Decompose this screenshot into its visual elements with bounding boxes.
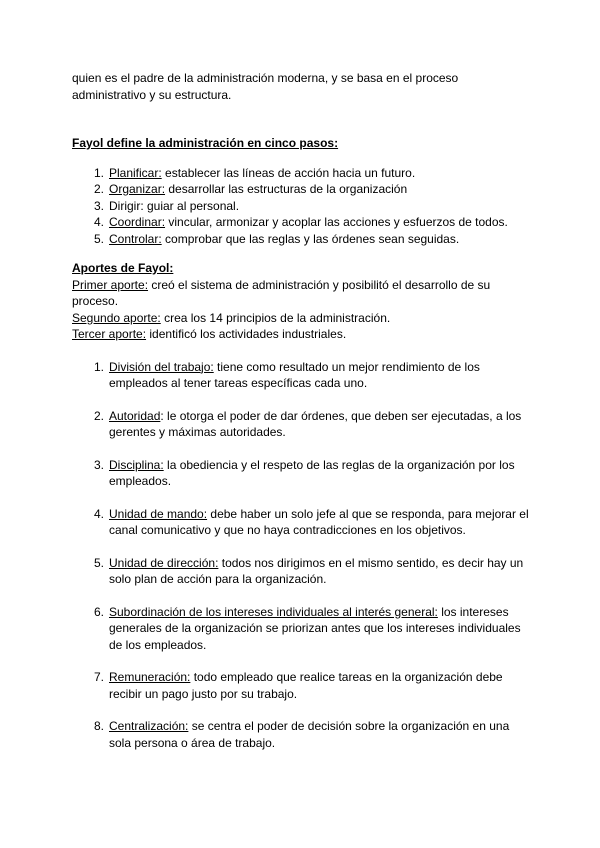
item-term: Remuneración: <box>109 670 191 684</box>
item-term: Autoridad <box>109 408 161 423</box>
item-term: Unidad de dirección: <box>109 555 219 570</box>
item-term: Planificar: <box>109 165 162 180</box>
list-item <box>72 198 532 215</box>
item-text: vincular, armonizar y acoplar las acciones y esfuerzos de todos. <box>165 215 508 229</box>
list-item <box>72 457 532 490</box>
item-term: Controlar: <box>109 231 162 246</box>
list-item <box>72 604 532 654</box>
list-item <box>72 214 532 231</box>
aportes-heading: Aportes de Fayol: <box>72 261 174 275</box>
list-item <box>72 506 532 539</box>
list-item <box>72 669 532 702</box>
item-term: Disciplina: <box>109 457 164 472</box>
intro-paragraph: quien es el padre de la administración moderna, y se basa en el proceso administrativo y su estructura. <box>72 71 459 102</box>
item-text: la obediencia y el respeto de las reglas de la organización por los empleados. <box>109 457 515 488</box>
list-item <box>72 231 532 248</box>
item-number: 8. <box>93 719 104 733</box>
item-text: debe haber un solo jefe al que se responda, para mejorar el canal comunicativo y que no haya contradicciones en los objetivos. <box>109 506 529 537</box>
aporte-line <box>72 277 532 310</box>
principles-list <box>72 359 532 752</box>
item-number: 4. <box>93 215 104 229</box>
list-item <box>72 181 532 198</box>
item-text: comprobar que las reglas y las órdenes sean seguidas. <box>161 231 460 246</box>
item-number: 5. <box>93 555 104 570</box>
item-text: los intereses generales de la organización se priorizan antes que los intereses individuales de los empleados. <box>109 604 521 652</box>
aporte-line <box>72 326 532 343</box>
item-number: 5. <box>93 231 104 246</box>
list-item <box>72 359 532 392</box>
steps-heading: Fayol define la administración en cinco pasos: <box>72 136 339 150</box>
list-item <box>72 408 532 441</box>
aportes-section <box>72 260 532 343</box>
item-term: Subordinación de los intereses individuales al interés general: <box>109 604 438 619</box>
aporte-term: Primer aporte: <box>72 277 149 292</box>
item-text: : le otorga el poder de dar órdenes, que deben ser ejecutadas, a los gerentes y máximas autoridades. <box>109 408 522 439</box>
item-number: 1. <box>93 165 104 180</box>
steps-list <box>72 165 532 248</box>
item-text: desarrollar las estructuras de la organización <box>165 182 408 196</box>
item-number: 4. <box>93 506 104 521</box>
aporte-text: identificó los actividades industriales. <box>146 327 347 341</box>
item-text: todo empleado que realice tareas en la organización debe recibir un pago justo por su trabajo. <box>109 670 503 701</box>
aporte-text: crea los 14 principios de la administración. <box>160 310 391 325</box>
list-item <box>72 718 532 751</box>
item-text: tiene como resultado un mejor rendimiento de los empleados al tener tareas específicas cada uno. <box>109 359 480 390</box>
item-text: todos nos dirigimos en el mismo sentido, es decir hay un solo plan de acción para la organización. <box>109 555 524 586</box>
item-term: Centralización: <box>109 719 189 733</box>
item-term: Organizar: <box>109 182 166 196</box>
item-number: 2. <box>93 182 104 196</box>
aporte-text: creó el sistema de administración y posibilitó el desarrollo de su proceso. <box>72 277 491 308</box>
item-term: Unidad de mando: <box>109 506 208 521</box>
item-text: se centra el poder de decisión sobre la organización en una sola persona o área de trabajo. <box>109 719 510 750</box>
list-item <box>72 555 532 588</box>
item-text: Dirigir: guiar al personal. <box>109 198 240 213</box>
item-number: 3. <box>93 198 104 213</box>
item-term: Coordinar: <box>109 215 166 229</box>
aporte-term: Segundo aporte: <box>72 310 161 325</box>
list-item <box>72 165 532 182</box>
aporte-term: Tercer aporte: <box>72 327 147 341</box>
item-number: 2. <box>93 408 104 423</box>
item-number: 3. <box>93 457 104 472</box>
item-term: División del trabajo: <box>109 359 214 374</box>
item-number: 1. <box>93 359 104 374</box>
item-number: 7. <box>93 670 104 684</box>
item-text: establecer las líneas de acción hacia un futuro. <box>161 165 416 180</box>
aporte-line <box>72 310 532 327</box>
item-number: 6. <box>93 604 104 619</box>
document-body <box>72 70 532 767</box>
